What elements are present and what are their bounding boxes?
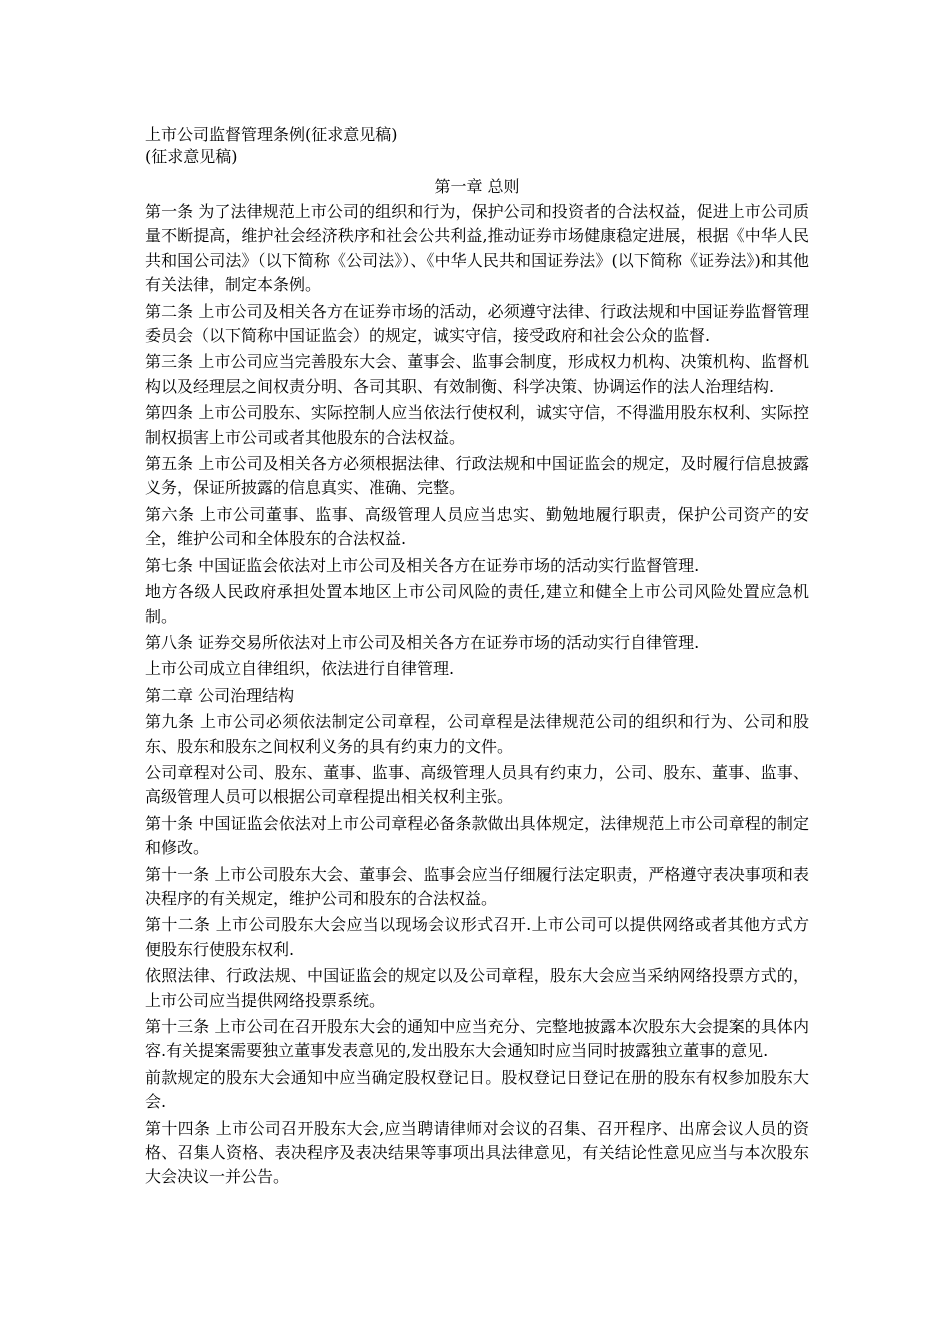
document-page: [145, 124, 809, 1192]
article-paragraph: 第十二条 上市公司股东大会应当以现场会议形式召开.上市公司可以提供网络或者其他方式方便股东行使股东权利.: [145, 915, 809, 959]
article-paragraph: 上市公司成立自律组织，依法进行自律管理.: [145, 659, 455, 679]
article-paragraph: 第十三条 上市公司在召开股东大会的通知中应当充分、完整地披露本次股东大会提案的具体内容.有关提案需要独立董事发表意见的,发出股东大会通知时应当同时披露独立董事的意见.: [145, 1017, 809, 1061]
article-paragraph: 公司章程对公司、股东、董事、监事、高级管理人员具有约束力，公司、股东、董事、监事、高级管理人员可以根据公司章程提出相关权利主张。: [145, 762, 809, 807]
article-paragraph: 第四条 上市公司股东、实际控制人应当依法行使权利，诚实守信，不得滥用股东权利、实际控制权损害上市公司或者其他股东的合法权益。: [145, 403, 809, 447]
document-subtitle: (征求意见稿): [145, 147, 238, 166]
article-paragraph: 第二条 上市公司及相关各方在证券市场的活动，必须遵守法律、行政法规和中国证券监督管理委员会（以下简称中国证监会）的规定，诚实守信，接受政府和社会公众的监督.: [145, 301, 809, 346]
document-title: 上市公司监督管理条例(征求意见稿): [145, 125, 398, 144]
article-paragraph: 第六条 上市公司董事、监事、高级管理人员应当忠实、勤勉地履行职责，保护公司资产的安全，维护公司和全体股东的合法权益.: [145, 504, 809, 549]
article-paragraph: 依照法律、行政法规、中国证监会的规定以及公司章程，股东大会应当采纳网络投票方式的，上市公司应当提供网络投票系统。: [145, 966, 809, 1010]
article-paragraph: 地方各级人民政府承担处置本地区上市公司风险的责任,建立和健全上市公司风险处置应急机制。: [145, 582, 809, 626]
article-paragraph: 第十四条 上市公司召开股东大会,应当聘请律师对会议的召集、召开程序、出席会议人员的资格、召集人资格、表决程序及表决结果等事项出具法律意见，有关结论性意见应当与本次股东大会决议一并公告。: [145, 1118, 809, 1187]
article-paragraph: 第十一条 上市公司股东大会、董事会、监事会应当仔细履行法定职责，严格遵守表决事项和表决程序的有关规定，维护公司和股东的合法权益。: [145, 864, 809, 908]
article-paragraph: 第一条 为了法律规范上市公司的组织和行为，保护公司和投资者的合法权益，促进上市公司质量不断提高，维护社会经济秩序和社会公共利益,推动证券市场健康稳定进展，根据《中华人民共和国公司法》（以下简称《公司法》）、《中华人民共和国证券法》(以下简称《证券法》)和其他有关法律，制定本条例。: [145, 202, 809, 295]
article-paragraph: 第十条 中国证监会依法对上市公司章程必备条款做出具体规定，法律规范上市公司章程的制定和修改。: [145, 813, 809, 858]
article-paragraph: 第七条 中国证监会依法对上市公司及相关各方在证券市场的活动实行监督管理.: [145, 555, 700, 575]
article-paragraph: 第九条 上市公司必须依法制定公司章程，公司章程是法律规范公司的组织和行为、公司和股东、股东和股东之间权利义务的具有约束力的文件。: [145, 712, 809, 756]
chapter-heading: 第二章 公司治理结构: [145, 685, 295, 705]
article-paragraph: 第五条 上市公司及相关各方必须根据法律、行政法规和中国证监会的规定，及时履行信息披露义务，保证所披露的信息真实、准确、完整。: [145, 454, 809, 498]
chapter-heading: 第一章 总则: [434, 177, 520, 196]
article-paragraph: 前款规定的股东大会通知中应当确定股权登记日。股权登记日登记在册的股东有权参加股东大会.: [145, 1067, 809, 1112]
article-paragraph: 第三条 上市公司应当完善股东大会、董事会、监事会制度，形成权力机构、决策机构、监督机构以及经理层之间权责分明、各司其职、有效制衡、科学决策、协调运作的法人治理结构.: [145, 352, 809, 396]
article-paragraph: 第八条 证券交易所依法对上市公司及相关各方在证券市场的活动实行自律管理.: [145, 632, 700, 652]
